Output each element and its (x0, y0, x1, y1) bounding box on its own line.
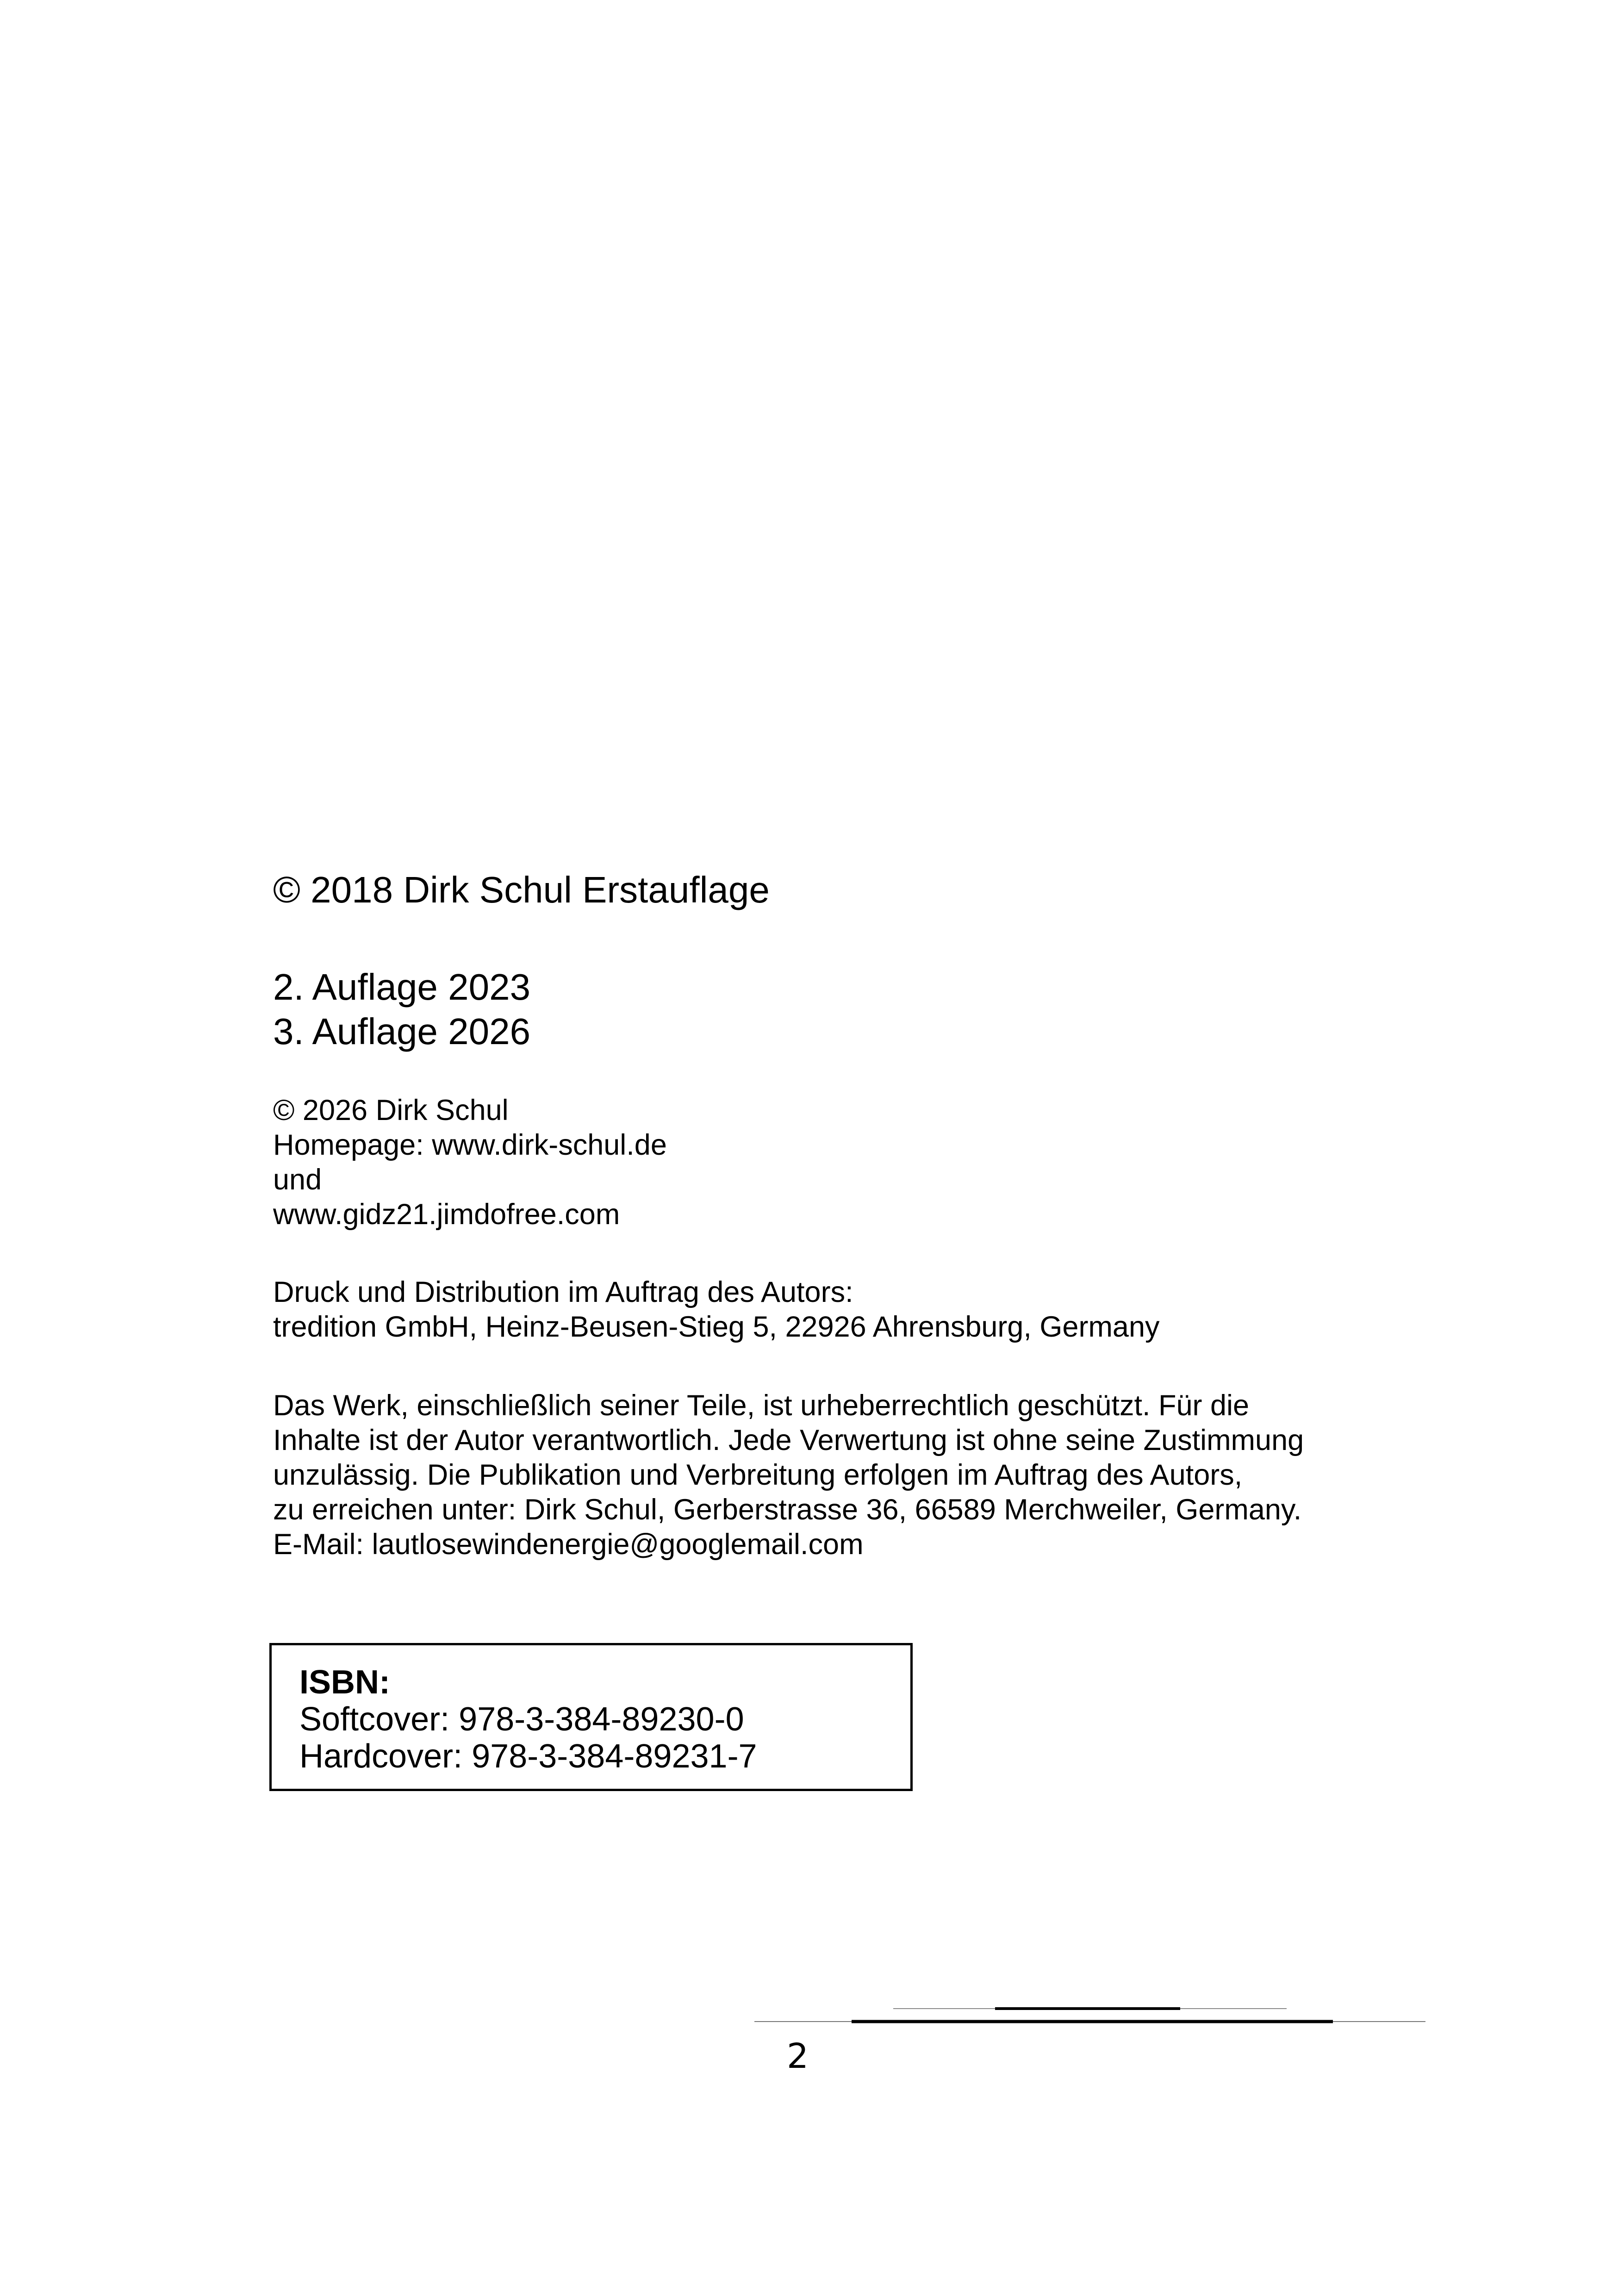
first-edition-text: © 2018 Dirk Schul Erstauflage (273, 869, 770, 910)
legal-email: E-Mail: lautlosewindenergie@googlemail.com (273, 1528, 864, 1561)
footer-divider (754, 1999, 1425, 2032)
current-copyright: © 2026 Dirk Schul (273, 1094, 509, 1126)
conjunction-text: und (273, 1164, 322, 1196)
legal-line-2: Inhalte ist der Autor verantwortlich. Jede Verwertung ist ohne seine Zustimmung (273, 1424, 1304, 1456)
isbn-box (269, 1643, 913, 1791)
first-edition-copyright (273, 868, 770, 912)
second-website: www.gidz21.jimdofree.com (273, 1198, 620, 1231)
page-number: 2 (787, 2036, 809, 2076)
isbn-softcover: Softcover: 978-3-384-89230-0 (299, 1701, 744, 1738)
legal-line-3: unzulässig. Die Publikation und Verbreitung erfolgen im Auftrag des Autors, (273, 1459, 1243, 1491)
edition-list (273, 965, 530, 1054)
isbn-title: ISBN: (299, 1664, 390, 1701)
legal-line-4: zu erreichen unter: Dirk Schul, Gerberstrasse 36, 66589 Merchweiler, Germany. (273, 1493, 1302, 1526)
legal-notice (273, 1388, 1304, 1562)
edition-3: 3. Auflage 2026 (273, 1011, 531, 1052)
edition-2: 2. Auflage 2023 (273, 966, 531, 1008)
distribution-line-1: Druck und Distribution im Auftrag des Autors: (273, 1276, 853, 1308)
homepage-text: Homepage: www.dirk-schul.de (273, 1129, 667, 1161)
legal-line-1: Das Werk, einschließlich seiner Teile, ist urheberrechtlich geschützt. Für die (273, 1389, 1250, 1422)
distribution-line-2: tredition GmbH, Heinz-Beusen-Stieg 5, 22926 Ahrensburg, Germany (273, 1311, 1160, 1343)
isbn-hardcover: Hardcover: 978-3-384-89231-7 (299, 1738, 757, 1775)
author-contact (273, 1093, 667, 1232)
distribution-info (273, 1275, 1160, 1344)
